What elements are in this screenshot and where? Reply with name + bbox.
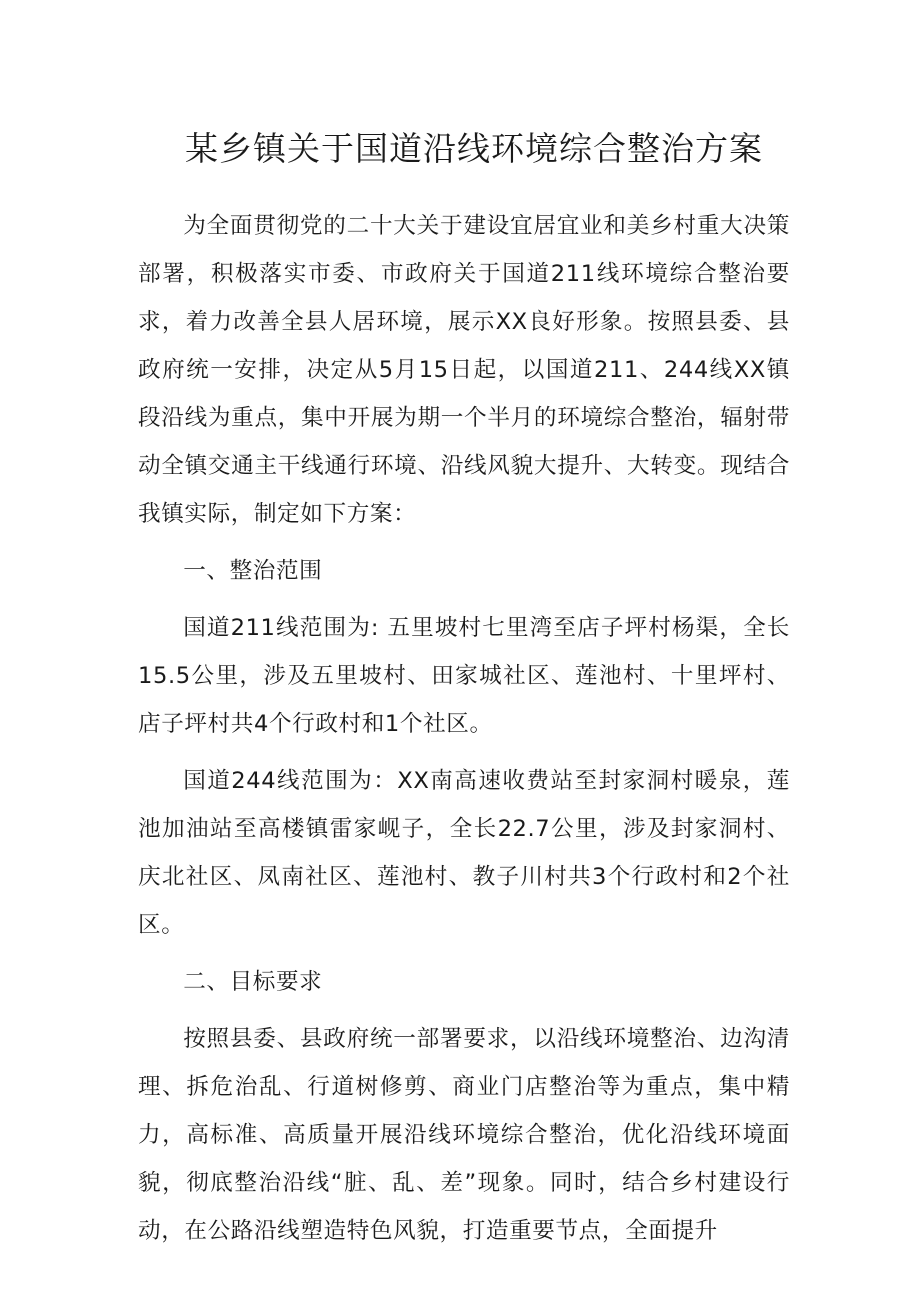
section-heading-goals: 二、目标要求 <box>183 969 323 995</box>
goals-paragraph: 按照县委、县政府统一部署要求，以沿线环境整治、边沟清理、拆危治乱、行道树修剪、商业门店整治等为重点，集中精力，高标准、高质量开展沿线环境综合整治，优化沿线环境面貌，彻底整治沿线“脏、乱、差”现象。同时，结合乡村建设行动，在公路沿线塑造特色风貌，打造重要节点，全面提升 <box>138 1026 790 1244</box>
scope-paragraph-211: 国道211线范围为: 五里坡村七里湾至店子坪村杨渠，全长15.5公里，涉及五里坡村、田家城社区、莲池村、十里坪村、店子坪村共4个行政村和1个社区。 <box>138 615 790 737</box>
document-title: 某乡镇关于国道沿线环境综合整治方案 <box>185 129 763 168</box>
scope-paragraph-244: 国道244线范围为：XX南高速收费站至封家洞村暖泉，莲池加油站至高楼镇雷家岘子，全长22.7公里，涉及封家洞村、庆北社区、凤南社区、莲池村、教子川村共3个行政村和2个社区。 <box>138 768 790 938</box>
intro-paragraph: 为全面贯彻党的二十大关于建设宜居宜业和美乡村重大决策部署，积极落实市委、市政府关于国道211线环境综合整治要求，着力改善全县人居环境，展示XX良好形象。按照县委、县政府统一安排，决定从5月15日起，以国道211、244线XX镇段沿线为重点，集中开展为期一个半月的环境综合整治，辐射带动全镇交通主干线通行环境、沿线风貌大提升、大转变。现结合我镇实际，制定如下方案： <box>138 213 790 527</box>
section-heading-scope: 一、整治范围 <box>183 558 323 584</box>
